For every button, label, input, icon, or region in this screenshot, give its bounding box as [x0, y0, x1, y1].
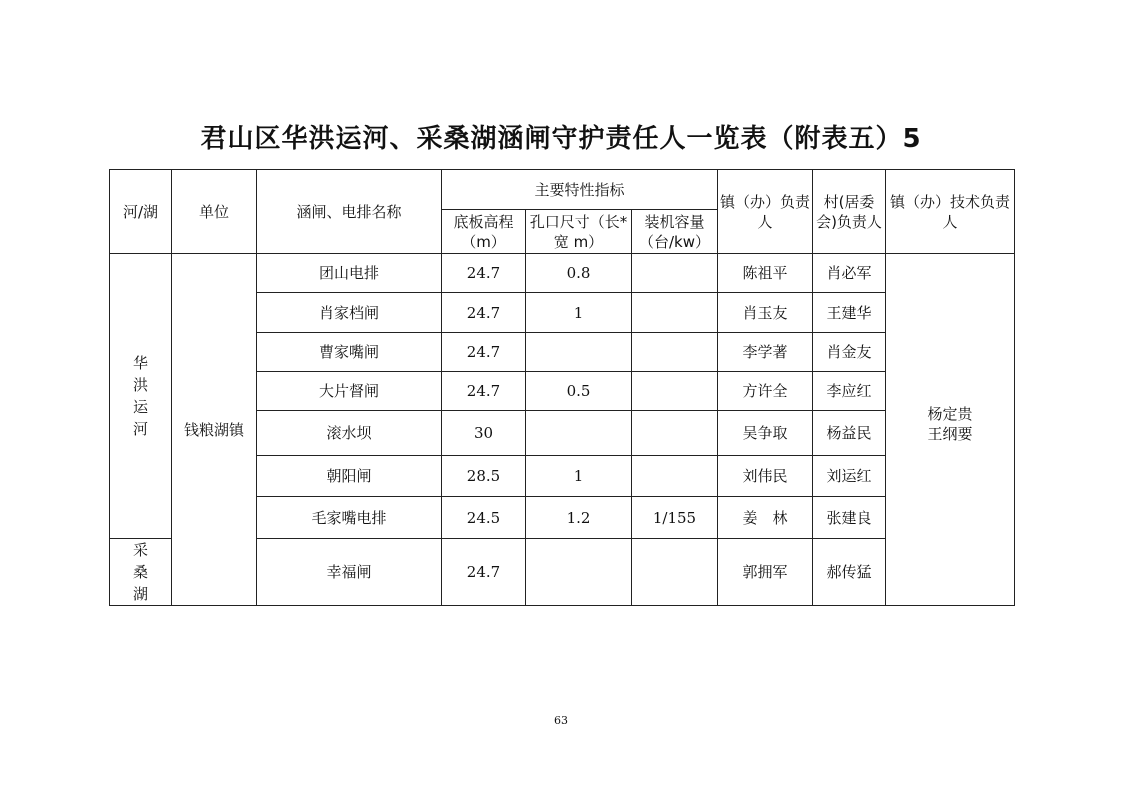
header-tech-leader: 镇（办）技术负责人 [886, 170, 1015, 254]
row-town: 姜 林 [718, 497, 813, 539]
row-opening [526, 539, 632, 606]
row-name: 滚水坝 [257, 411, 442, 456]
row-village: 张建良 [813, 497, 886, 539]
row-elevation: 24.7 [442, 539, 526, 606]
river-caisang [110, 539, 172, 606]
row-name: 曹家嘴闸 [257, 333, 442, 372]
tech-leader-cell: 杨定贵 王纲要 [886, 254, 1015, 606]
row-capacity [632, 254, 718, 293]
row-name: 大片督闸 [257, 372, 442, 411]
row-capacity [632, 456, 718, 497]
header-river: 河/湖 [110, 170, 172, 254]
river-caisang-label: 采桑湖 [132, 541, 148, 603]
row-village: 杨益民 [813, 411, 886, 456]
row-elevation: 24.5 [442, 497, 526, 539]
row-elevation: 30 [442, 411, 526, 456]
row-elevation: 24.7 [442, 293, 526, 333]
row-capacity [632, 539, 718, 606]
row-town: 肖玉友 [718, 293, 813, 333]
row-opening: 0.5 [526, 372, 632, 411]
row-opening: 1 [526, 456, 632, 497]
responsibility-table [109, 169, 1015, 606]
row-opening: 0.8 [526, 254, 632, 293]
row-town: 郭拥军 [718, 539, 813, 606]
row-opening: 1 [526, 293, 632, 333]
row-elevation: 24.7 [442, 254, 526, 293]
row-opening [526, 333, 632, 372]
row-name: 肖家档闸 [257, 293, 442, 333]
row-town: 陈祖平 [718, 254, 813, 293]
header-town-leader: 镇（办）负责人 [718, 170, 813, 254]
header-elevation: 底板高程（m） [442, 210, 526, 254]
row-village: 王建华 [813, 293, 886, 333]
row-elevation: 24.7 [442, 333, 526, 372]
row-capacity [632, 411, 718, 456]
row-name: 幸福闸 [257, 539, 442, 606]
row-village: 郝传猛 [813, 539, 886, 606]
row-capacity: 1/155 [632, 497, 718, 539]
row-village: 肖金友 [813, 333, 886, 372]
row-capacity [632, 333, 718, 372]
row-opening [526, 411, 632, 456]
river-huahong [110, 254, 172, 539]
row-town: 方许全 [718, 372, 813, 411]
table-row [110, 254, 1015, 293]
row-name: 团山电排 [257, 254, 442, 293]
header-name: 涵闸、电排名称 [257, 170, 442, 254]
unit-cell: 钱粮湖镇 [172, 254, 257, 606]
row-elevation: 24.7 [442, 372, 526, 411]
row-opening: 1.2 [526, 497, 632, 539]
row-town: 刘伟民 [718, 456, 813, 497]
header-village-leader: 村(居委会)负责人 [813, 170, 886, 254]
row-town: 吴争取 [718, 411, 813, 456]
header-main-spec: 主要特性指标 [442, 170, 718, 210]
row-name: 朝阳闸 [257, 456, 442, 497]
header-unit: 单位 [172, 170, 257, 254]
river-huahong-label: 华洪运河 [132, 354, 148, 438]
row-name: 毛家嘴电排 [257, 497, 442, 539]
row-town: 李学著 [718, 333, 813, 372]
row-village: 李应红 [813, 372, 886, 411]
page-number: 63 [554, 714, 568, 727]
header-opening: 孔口尺寸（长*宽 m） [526, 210, 632, 254]
row-elevation: 28.5 [442, 456, 526, 497]
row-capacity [632, 293, 718, 333]
row-village: 肖必军 [813, 254, 886, 293]
page-title: 君山区华洪运河、采桑湖涵闸守护责任人一览表（附表五）5 [200, 124, 922, 154]
header-capacity: 装机容量（台/kw） [632, 210, 718, 254]
row-capacity [632, 372, 718, 411]
row-village: 刘运红 [813, 456, 886, 497]
